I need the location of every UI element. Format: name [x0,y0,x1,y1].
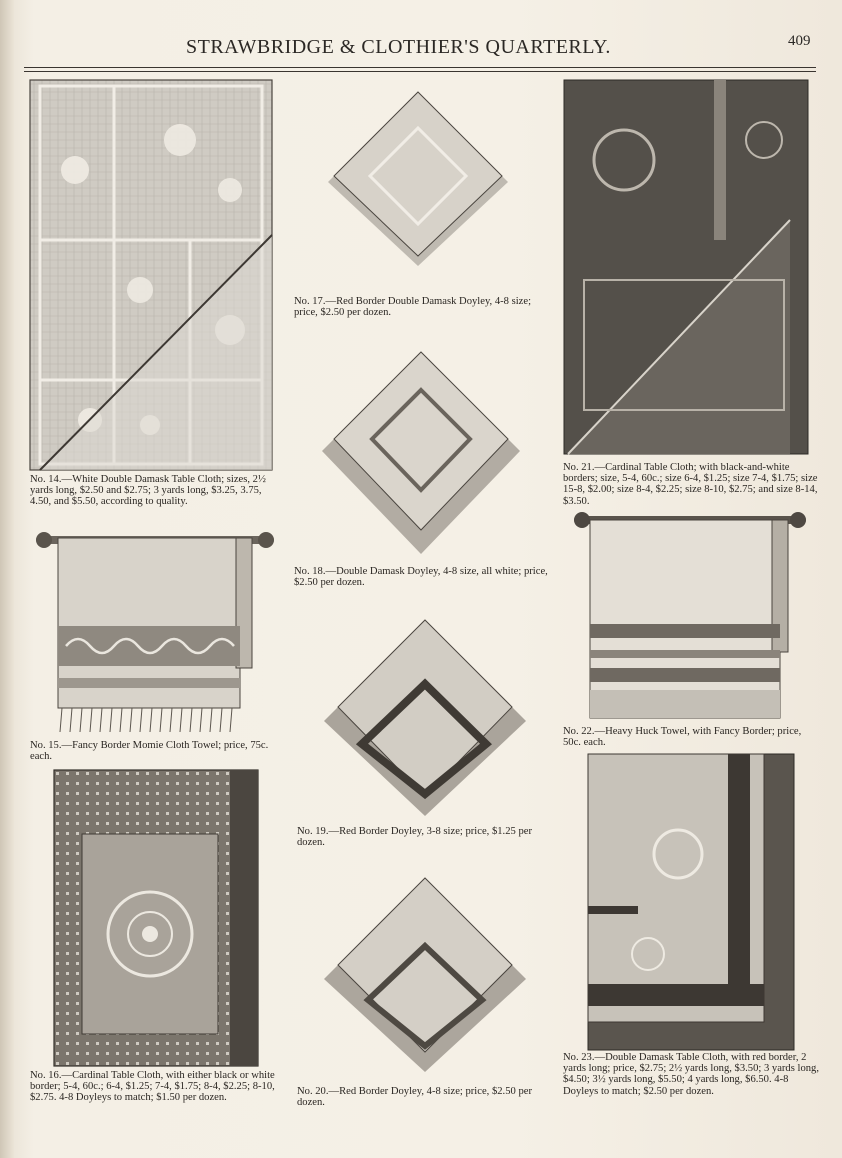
illustration-cardinal-table-cloth-no-16 [54,770,258,1066]
illustration-doyley-no-18 [320,350,522,558]
header-rule [24,67,816,68]
page-number: 409 [788,33,811,49]
caption-no-14: No. 14.—White Double Damask Table Cloth; sizes, 2½ yards long, $2.50 and $2.75; 3 yards long, $3.25, 3.75, 4.50, and $5.50, according to quality. [30,474,266,508]
header-rule-lower [24,71,816,72]
page-header-title: STRAWBRIDGE & CLOTHIER'S QUARTERLY. [186,36,611,58]
caption-no-18: No. 18.—Double Damask Doyley, 4-8 size, all white; price, $2.50 per dozen. [294,566,548,589]
caption-no-15: No. 15.—Fancy Border Momie Cloth Towel; price, 75c. each. [30,740,269,763]
caption-no-23: No. 23.—Double Damask Table Cloth, with red border, 2 yards long; price, $2.75; 2½ yards long, $3.50; 3 yards long, $4.50; 3½ yards long, $5.50; 4 yards long, $6.50. 4-8 Doyleys to match; $2.50 per dozen. [563,1052,819,1097]
caption-no-20: No. 20.—Red Border Doyley, 4-8 size; price, $2.50 per dozen. [297,1086,532,1109]
illustration-momie-cloth-towel [36,528,274,736]
caption-no-19: No. 19.—Red Border Doyley, 3-8 size; price, $1.25 per dozen. [297,826,532,849]
illustration-doyley-no-20 [322,876,528,1074]
illustration-doyley-no-19 [322,618,528,818]
illustration-white-damask-table-cloth [30,80,272,470]
illustration-cardinal-table-cloth-no-21 [564,80,808,454]
caption-no-22: No. 22.—Heavy Huck Towel, with Fancy Border; price, 50c. each. [563,726,802,749]
caption-no-21: No. 21.—Cardinal Table Cloth; with black-and-white borders; size, 5-4, 60c.; size 6-4, $1.25; size 7-4, $1.75; size 15-8, $2.00; size 8-4, $2.25; size 8-10, $2.75; and size 8-14, $3.50. [563,462,818,507]
illustration-double-damask-table-cloth [588,754,794,1050]
illustration-doyley-no-17 [312,88,524,268]
page-gutter-shadow [0,0,14,1158]
illustration-huck-towel [574,510,806,722]
caption-no-16: No. 16.—Cardinal Table Cloth, with either black or white border; 5-4, 60c.; 6-4, $1.25; 7-4, $1.75; 8-4, $2.25; 8-10, $2.75. 4-8 Doyleys to match; $1.50 per dozen. [30,1070,275,1104]
caption-no-17: No. 17.—Red Border Double Damask Doyley, 4-8 size; price, $2.50 per dozen. [294,296,532,319]
